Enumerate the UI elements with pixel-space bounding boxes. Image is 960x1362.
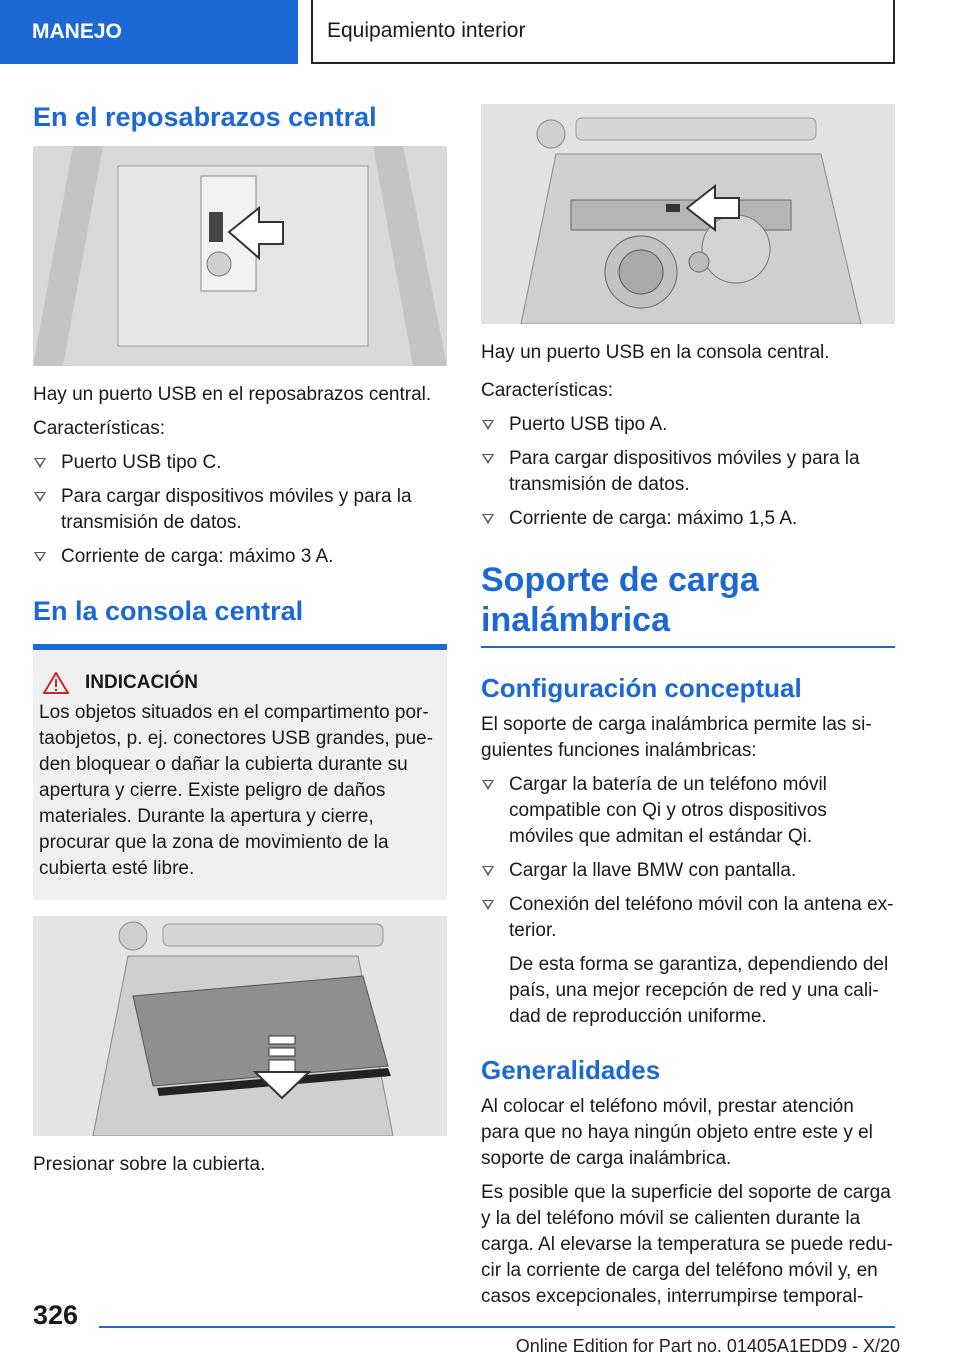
warning-icon — [43, 672, 69, 694]
bullet-triangle-icon — [482, 866, 494, 876]
console-features-list — [481, 412, 895, 532]
list-item: Cargar la llave BMW con pantalla. — [481, 858, 895, 884]
armrest-usb-text: Hay un puerto USB en el reposabrazos central. — [33, 384, 432, 405]
left-column — [33, 100, 447, 1178]
bullet-triangle-icon — [482, 420, 494, 430]
list-item: Conexión del teléfono móvil con la antena exterior. De esta forma se garantiza, dependiendo del país, una mejor recepción de red y una calidad de reproducción uniforme. — [481, 892, 895, 1030]
console-usb-caption: Hay un puerto USB en la consola central. — [481, 342, 830, 363]
bullet-triangle-icon — [34, 458, 46, 468]
footer-edition: Online Edition for Part no. 01405A1EDD9 - X/20 — [515, 1336, 900, 1356]
console-features-label: Características: — [481, 380, 613, 401]
subtitle-general: Generalidades — [481, 1055, 661, 1085]
bullet-triangle-icon — [34, 492, 46, 502]
console-cover-photo — [33, 916, 447, 1136]
console-usb-photo — [481, 104, 895, 324]
bullet-triangle-icon — [482, 514, 494, 524]
list-item: Puerto USB tipo C. — [33, 450, 447, 476]
config-text: El soporte de carga inalámbrica permite las siguientes funciones inalámbricas: — [481, 714, 872, 761]
section-title-console: En la consola central — [33, 596, 304, 626]
chapter-title-wireless: Soporte de carga inalámbrica — [481, 560, 895, 648]
bullet-triangle-icon — [482, 454, 494, 464]
right-column — [481, 104, 895, 1310]
subtitle-config: Configuración conceptual — [481, 673, 802, 703]
config-extra-text: De esta forma se garantiza, dependiendo del país, una mejor recepción de red y una calidad de reproducción uniforme. — [509, 954, 889, 1027]
list-item: Corriente de carga: máximo 3 A. — [33, 544, 447, 570]
list-item: Para cargar dispositivos móviles y para la transmisión de datos. — [481, 446, 895, 498]
bullet-triangle-icon — [34, 552, 46, 562]
general-text-2: Es posible que la superficie del soporte de carga y la del teléfono móvil se calienten durante la carga. Al elevarse la temperatura se puede reducir la corriente de carga del teléfono móvil y, en casos excepcionales, interrumpirse temporal- — [481, 1182, 893, 1307]
list-item: Corriente de carga: máximo 1,5 A. — [481, 506, 895, 532]
page-number: 326 — [33, 1300, 79, 1330]
section-title-armrest: En el reposabrazos central — [33, 102, 377, 132]
header-section: MANEJO — [0, 0, 298, 64]
list-item: Cargar la batería de un teléfono móvil compatible con Qi y otros dispositivos móviles que admitan el estándar Qi. — [481, 772, 895, 850]
config-list — [481, 772, 895, 1030]
bullet-triangle-icon — [482, 780, 494, 790]
general-text-1: Al colocar el teléfono móvil, prestar atención para que no haya ningún objeto entre este y el soporte de carga inalámbrica. — [481, 1096, 873, 1169]
list-item: Para cargar dispositivos móviles y para la transmisión de datos. — [33, 484, 447, 536]
armrest-features-label: Características: — [33, 418, 165, 439]
cover-caption: Presionar sobre la cubierta. — [33, 1154, 266, 1175]
header-chapter: Equipamiento interior — [311, 0, 895, 64]
footer-divider — [99, 1326, 895, 1328]
bullet-triangle-icon — [482, 900, 494, 910]
note-title: INDICACIÓN — [85, 672, 198, 693]
note-text: Los objetos situados en el compartimento portaobjetos, p. ej. conectores USB grandes, pueden bloquear o dañar la cubierta durante su apertura y cierre. Existe peligro de daños materiales. Durante la apertura y cierre, procurar que la zona de movimiento de la cubierta esté libre. — [39, 702, 433, 879]
armrest-usb-photo — [33, 146, 447, 366]
armrest-features-list — [33, 450, 447, 570]
warning-note — [33, 644, 447, 900]
list-item: Puerto USB tipo A. — [481, 412, 895, 438]
